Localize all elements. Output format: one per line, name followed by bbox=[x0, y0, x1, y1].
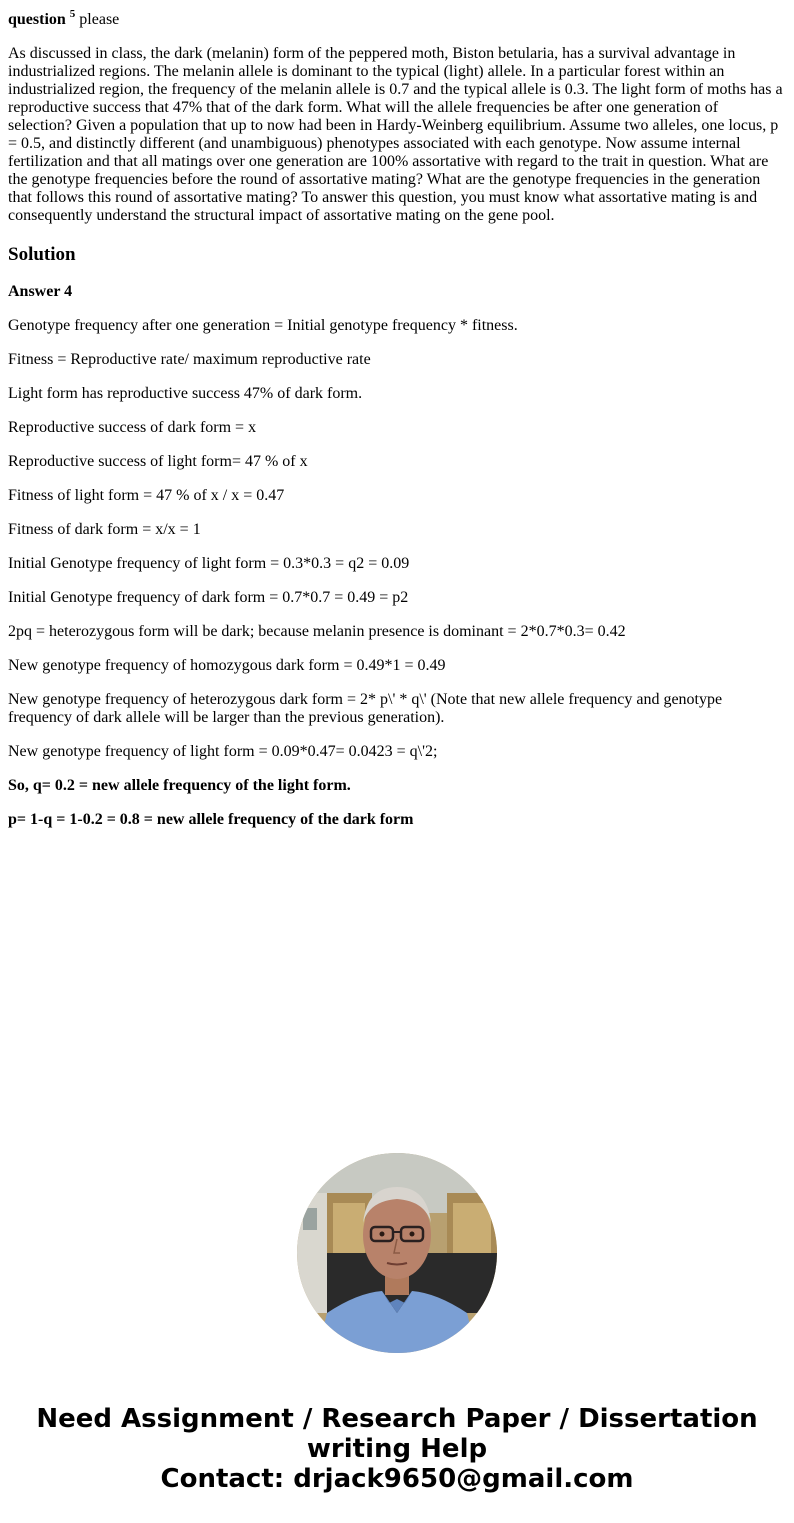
question-label: question bbox=[8, 11, 66, 28]
answer-line: Fitness of light form = 47 % of x / x = 0.47 bbox=[8, 487, 285, 504]
question-body: As discussed in class, the dark (melanin) form of the peppered moth, Biston betularia, has a survival advantage in industrialized regions. The melanin allele is dominant to the typical (light) allele. In a particular forest within an industrialized region, the frequency of the melanin allele is 0.7 and the typical allele is 0.3. The light form of moths has a reproductive success that 47% that of the dark form. What will the allele frequencies be after one generation of selection? Given a population that up to now had been in Hardy-Weinberg equilibrium. Assume two alleles, one locus, p = 0.5, and distinctly different (and unambiguous) phenotypes associated with each genotype. Now assume internal fertilization and that all matings over one generation are 100% assortative with regard to the trait in question. What are the genotype frequencies before the round of assortative mating? What are the genotype frequencies in the generation that follows this round of assortative mating? To answer this question, you must know what assortative mating is and consequently understand the structural impact of assortative mating on the gene pool. bbox=[8, 45, 783, 224]
answer-line: New genotype frequency of homozygous dark form = 0.49*1 = 0.49 bbox=[8, 657, 446, 674]
footer-line-2: writing Help bbox=[306, 1434, 488, 1464]
footer-promo bbox=[0, 1404, 794, 1494]
footer-line-1: Need Assignment / Research Paper / Dissertation bbox=[36, 1404, 758, 1434]
solution-heading: Solution bbox=[8, 244, 76, 265]
document-content bbox=[8, 0, 786, 829]
answer-line: Light form has reproductive success 47% of dark form. bbox=[8, 385, 363, 402]
answer-line: Initial Genotype frequency of dark form = 0.7*0.7 = 0.49 = p2 bbox=[8, 589, 409, 606]
author-avatar bbox=[297, 1153, 497, 1353]
answer-line: Genotype frequency after one generation = Initial genotype frequency * fitness. bbox=[8, 317, 518, 334]
answer-conclusion-q: So, q= 0.2 = new allele frequency of the light form. bbox=[8, 777, 351, 794]
question-title-rest: please bbox=[75, 11, 120, 28]
answer-line: New genotype frequency of heterozygous dark form = 2* p\' * q\' (Note that new allele frequency and genotype frequency of dark allele will be larger than the previous generation). bbox=[8, 691, 723, 726]
person-photo-icon bbox=[297, 1153, 497, 1353]
answer-line: Reproductive success of dark form = x bbox=[8, 419, 257, 436]
question-title bbox=[8, 7, 786, 29]
answer-line: Fitness = Reproductive rate/ maximum reproductive rate bbox=[8, 351, 371, 368]
question-number: 5 bbox=[69, 7, 76, 20]
footer-contact: Contact: drjack9650@gmail.com bbox=[160, 1464, 634, 1494]
answer-line: Reproductive success of light form= 47 % of x bbox=[8, 453, 308, 470]
answer-heading: Answer 4 bbox=[8, 283, 73, 300]
answer-line: 2pq = heterozygous form will be dark; because melanin presence is dominant = 2*0.7*0.3= 0.42 bbox=[8, 623, 626, 640]
answer-conclusion-p: p= 1-q = 1-0.2 = 0.8 = new allele frequency of the dark form bbox=[8, 811, 414, 828]
answer-line: Initial Genotype frequency of light form = 0.3*0.3 = q2 = 0.09 bbox=[8, 555, 410, 572]
answer-line: Fitness of dark form = x/x = 1 bbox=[8, 521, 201, 538]
answer-line: New genotype frequency of light form = 0.09*0.47= 0.0423 = q\'2; bbox=[8, 743, 438, 760]
